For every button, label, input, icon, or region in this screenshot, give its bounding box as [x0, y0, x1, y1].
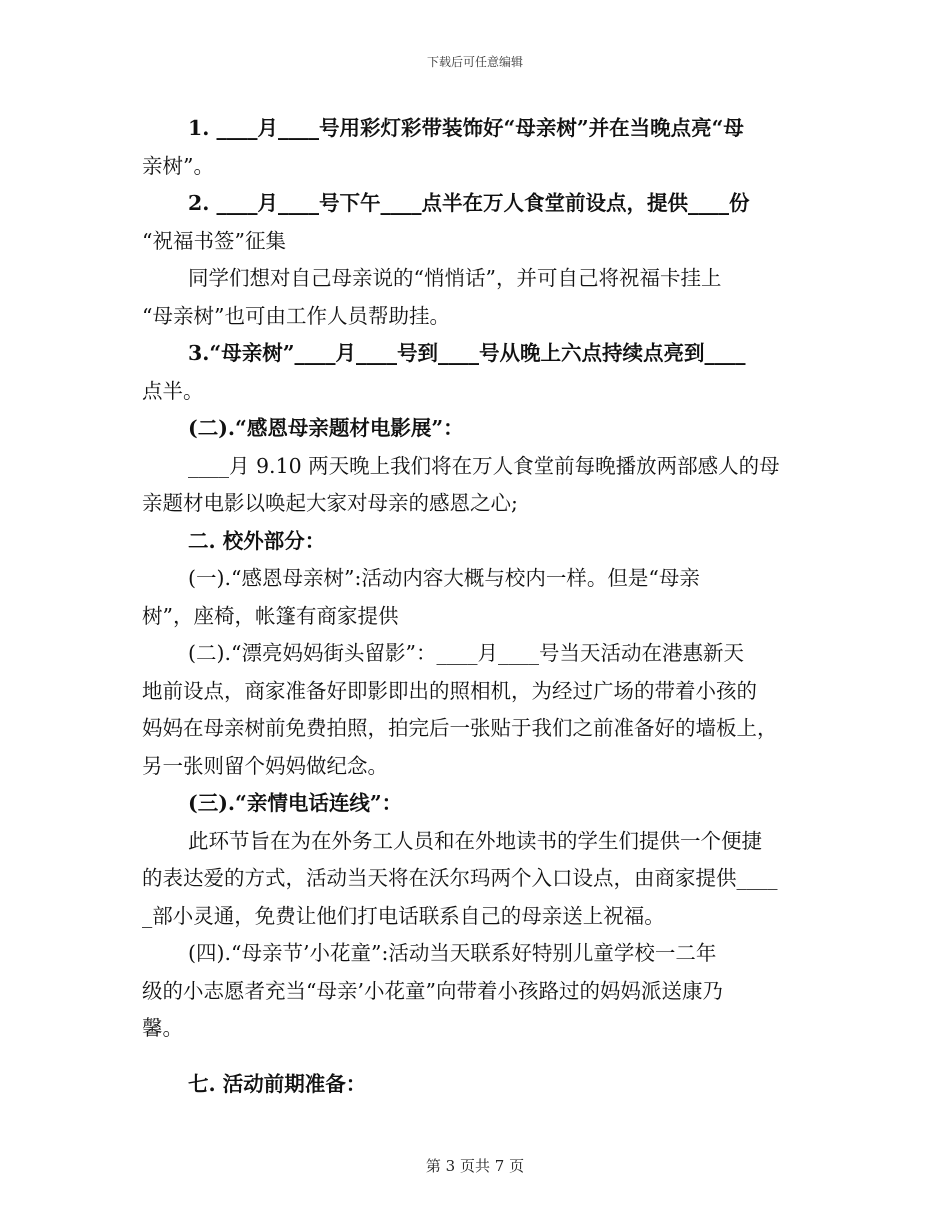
paragraph-line: 级的小志愿者充当“母亲’小花童”向带着小孩路过的妈妈派送康乃	[142, 978, 723, 1003]
item-1-continued: 亲树”。	[142, 153, 214, 178]
paragraph-line: 树”，座椅，帐篷有商家提供	[142, 603, 399, 628]
paragraph-line: “母亲树”也可由工作人员帮助挂。	[142, 303, 450, 328]
section-heading-off-campus: 二. 校外部分：	[188, 528, 326, 553]
paragraph-line: (四).“母亲节’小花童”:活动当天联系好特别儿童学校一二年	[188, 941, 717, 965]
paragraph-line: ____月 9.10 两天晚上我们将在万人食堂前每晚播放两部感人的母	[188, 453, 780, 478]
item-2-continued: “祝福书签”征集	[142, 228, 286, 253]
section-heading-preparation: 七. 活动前期准备：	[188, 1071, 367, 1096]
item-3-line: 3.“母亲树”____月____号到____号从晚上六点持续点亮到____	[188, 341, 746, 365]
paragraph-line: 馨。	[142, 1016, 183, 1040]
paragraph-line: 同学们想对自己母亲说的“悄悄话”，并可自己将祝福卡挂上	[188, 266, 722, 290]
document-body	[142, 110, 810, 1103]
item-3-continued: 点半。	[142, 378, 204, 403]
paragraph-line: 此环节旨在为在外务工人员和在外地读书的学生们提供一个便捷	[188, 828, 762, 853]
page-header: 下载后可任意编辑	[426, 55, 523, 69]
paragraph-line: 妈妈在母亲树前免费拍照，拍完后一张贴于我们之前准备好的墙板上，	[142, 716, 778, 740]
paragraph-line: 的表达爱的方式，活动当天将在沃尔玛两个入口设点，由商家提供____	[142, 866, 778, 890]
paragraph-line: _部小灵通，免费让他们打电话联系自己的母亲送上祝福。	[142, 903, 665, 928]
paragraph-line: 亲题材电影以唤起大家对母亲的感恩之心;	[142, 491, 518, 515]
section-heading-film: (二).“感恩母亲题材电影展”：	[188, 416, 464, 440]
paragraph-line: (二).“漂亮妈妈街头留影”：____月____号当天活动在港惠新天	[188, 641, 744, 665]
page-footer: 第 3 页共 7 页	[425, 1157, 525, 1175]
section-heading-phone: (三).“亲情电话连线”：	[188, 791, 403, 815]
item-2-line: 2. ____月____号下午____点半在万人食堂前设点，提供____份	[188, 191, 750, 215]
item-1-line: 1. ____月____号用彩灯彩带装饰好“母亲树”并在当晚点亮“母	[188, 116, 744, 140]
paragraph-line: 地前设点，商家准备好即影即出的照相机，为经过广场的带着小孩的	[142, 678, 757, 703]
paragraph-line: (一).“感恩母亲树”:活动内容大概与校内一样。但是“母亲	[188, 566, 700, 590]
paragraph-line: 另一张则留个妈妈做纪念。	[142, 753, 388, 778]
